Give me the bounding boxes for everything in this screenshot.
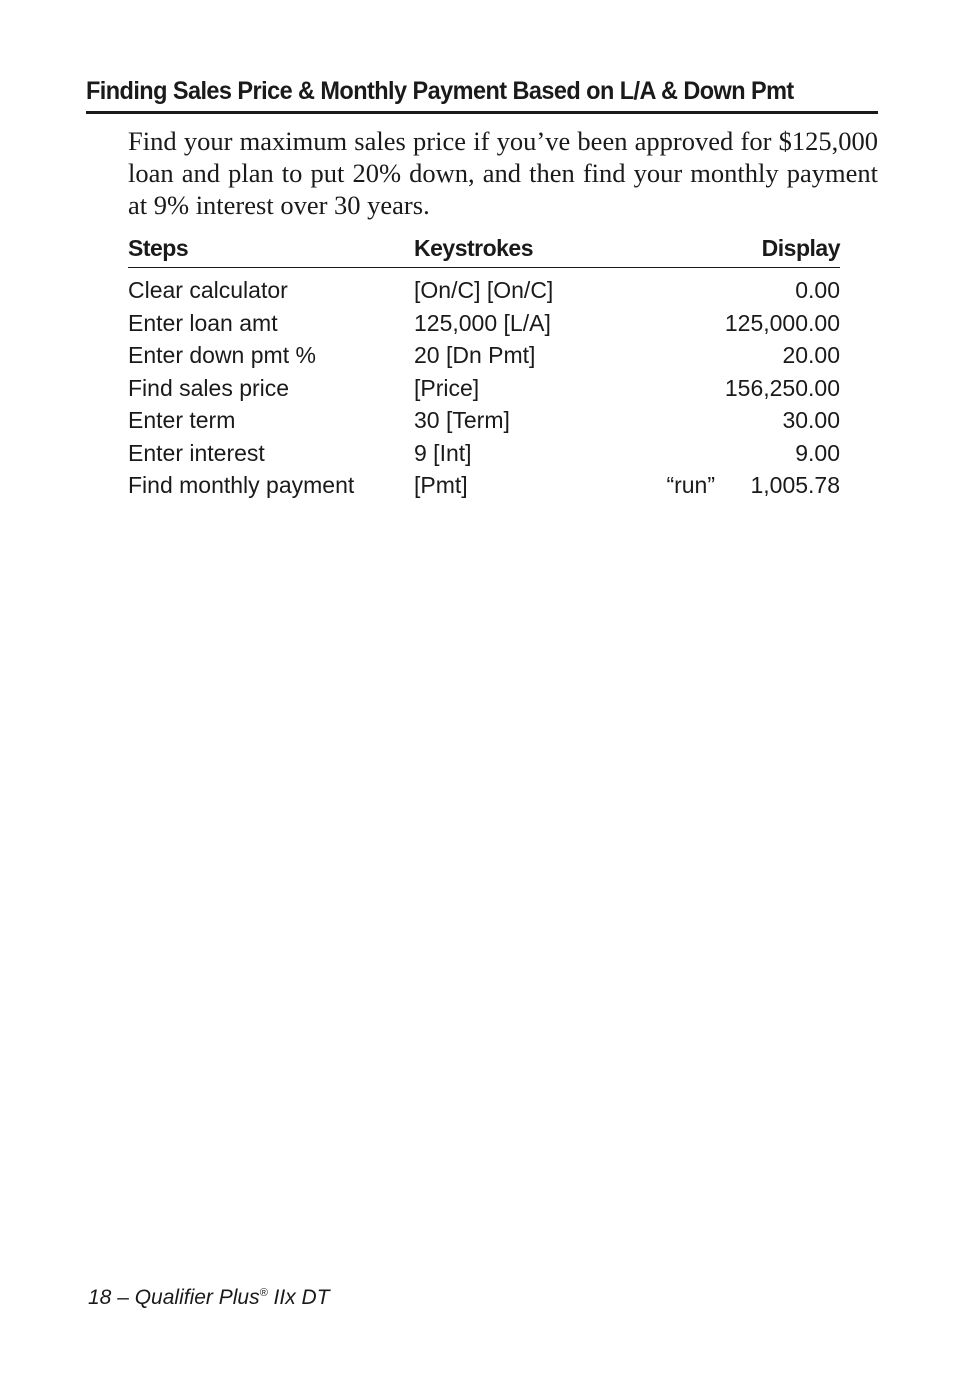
registered-mark: ® bbox=[259, 1287, 268, 1299]
footer-page-label: 18 – Qualifier Plus bbox=[88, 1286, 260, 1309]
header-keystrokes: Keystrokes bbox=[414, 235, 534, 261]
table-row bbox=[128, 275, 840, 308]
display-cell: 9.00 bbox=[795, 439, 840, 466]
step-cell: Enter loan amt bbox=[128, 309, 278, 336]
display-cell: 1,005.78 bbox=[750, 472, 840, 498]
keystroke-cell: [On/C] [On/C] bbox=[414, 277, 554, 303]
table-row bbox=[128, 470, 840, 503]
table-body bbox=[128, 275, 840, 503]
run-indicator: “run” bbox=[666, 472, 715, 498]
step-cell: Find sales price bbox=[128, 374, 290, 401]
display-cell: 0.00 bbox=[795, 277, 840, 303]
step-cell: Enter interest bbox=[128, 439, 265, 466]
header-display: Display bbox=[761, 235, 840, 261]
keystroke-cell: [Pmt] bbox=[414, 472, 468, 498]
step-cell: Find monthly payment bbox=[128, 472, 355, 498]
display-cell: 30.00 bbox=[782, 407, 840, 433]
table-row bbox=[128, 373, 840, 406]
keystroke-cell: [Price] bbox=[414, 374, 480, 401]
step-cell: Enter term bbox=[128, 407, 236, 433]
display-cell: 20.00 bbox=[782, 342, 840, 368]
keystroke-cell: 30 [Term] bbox=[414, 407, 510, 433]
table-row bbox=[128, 405, 840, 438]
step-cell: Enter down pmt % bbox=[128, 342, 316, 368]
footer-model: IIx DT bbox=[267, 1286, 330, 1309]
keystroke-table bbox=[128, 235, 840, 503]
keystroke-cell: 20 [Dn Pmt] bbox=[414, 342, 536, 368]
step-cell: Clear calculator bbox=[128, 277, 288, 303]
keystroke-cell: 9 [Int] bbox=[414, 439, 472, 466]
table-header bbox=[128, 235, 840, 268]
display-cell: 125,000.00 bbox=[724, 309, 840, 336]
intro-paragraph: Find your maximum sales price if you’ve been approved for $125,000 loan and plan to put 20% down, and then find your monthly payment at 9% interest over 30 years. bbox=[128, 126, 878, 220]
section-heading: Finding Sales Price & Monthly Payment Based on L/A & Down Pmt bbox=[86, 77, 794, 105]
table-row bbox=[128, 340, 840, 373]
heading-underline bbox=[86, 111, 878, 114]
keystroke-cell: 125,000 [L/A] bbox=[414, 309, 551, 336]
table-row bbox=[128, 308, 840, 341]
display-cell: 156,250.00 bbox=[724, 374, 840, 401]
page-footer bbox=[88, 1286, 330, 1310]
table-row bbox=[128, 438, 840, 471]
header-steps: Steps bbox=[128, 235, 189, 261]
